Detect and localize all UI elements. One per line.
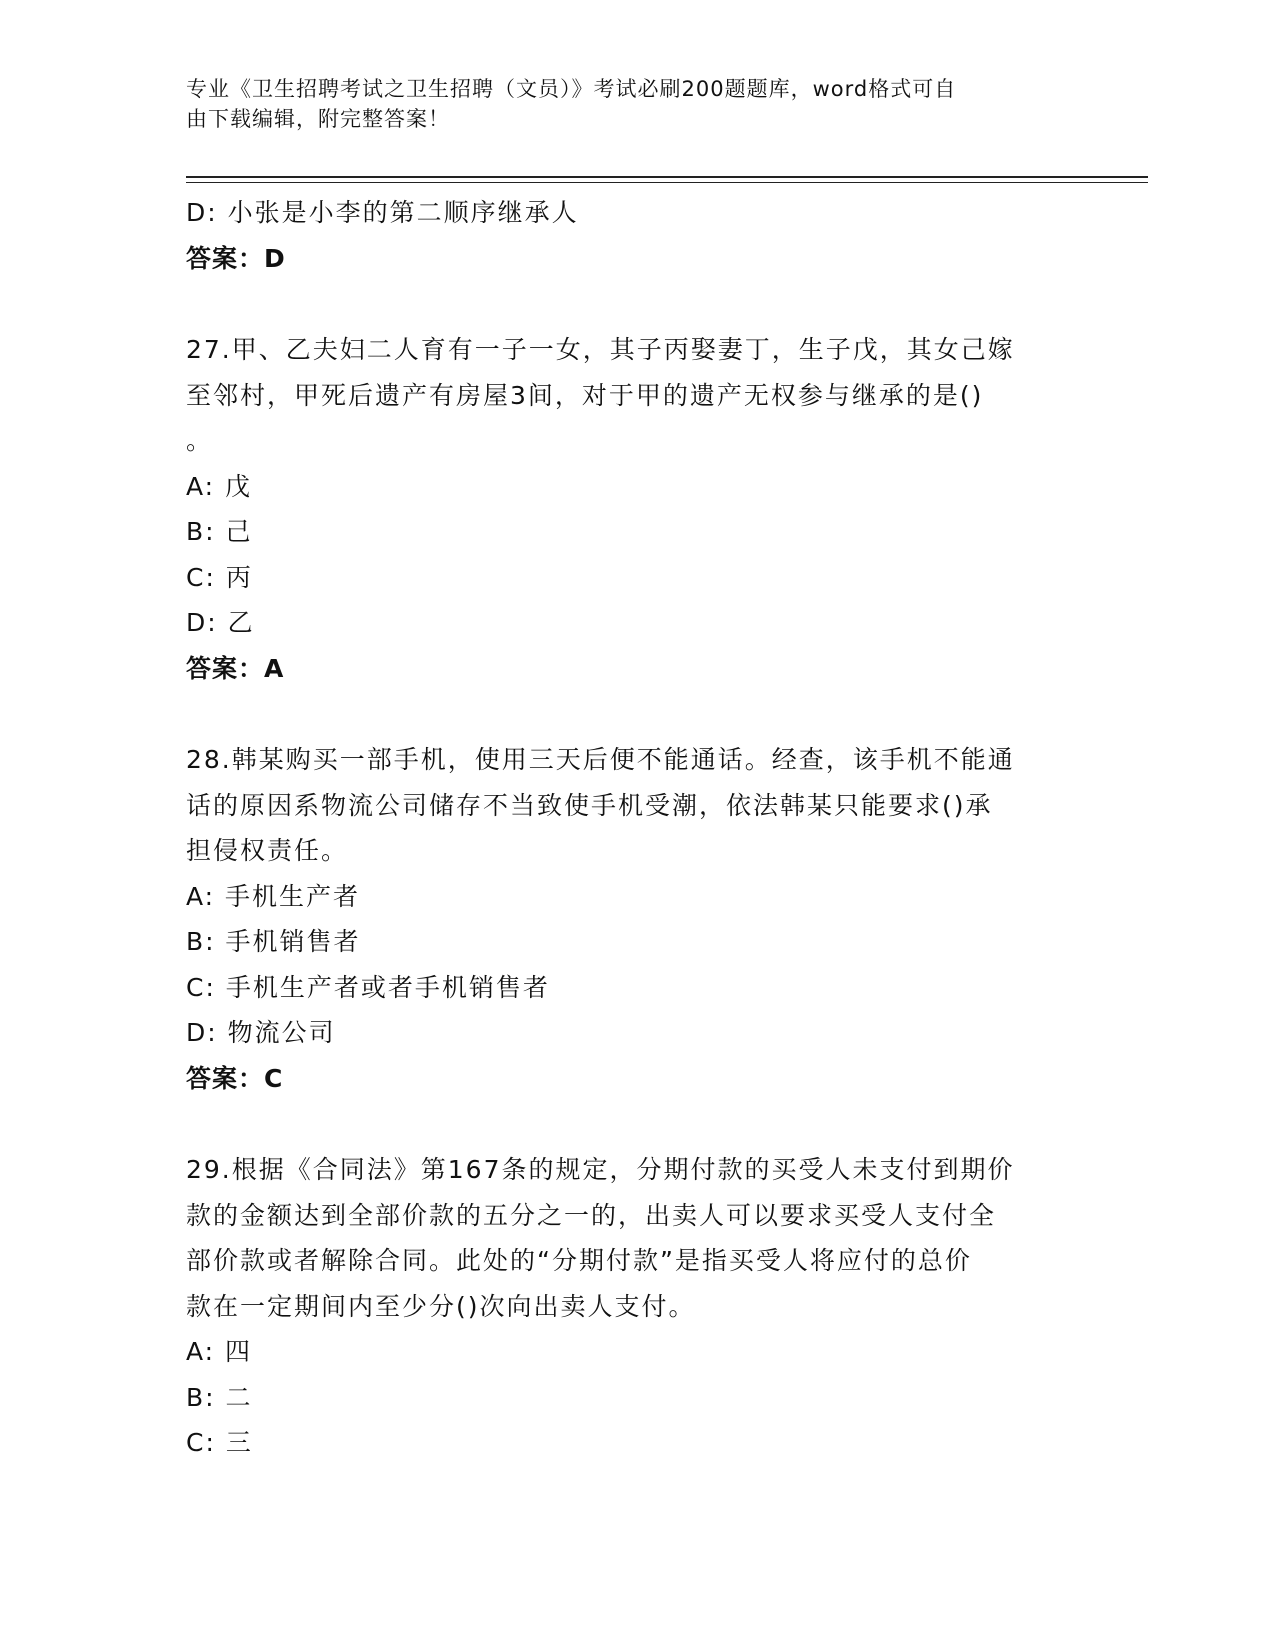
option-a: A: 戊 xyxy=(186,471,253,501)
question-list xyxy=(186,190,1066,1466)
question-29 xyxy=(186,1147,1066,1466)
option-d: D: 小张是小李的第二顺序继承人 xyxy=(186,198,579,227)
header-line-1: 专业《卫生招聘考试之卫生招聘（文员）》考试必刷200题题库，word格式可自 xyxy=(186,77,957,101)
option-b: B: 手机销售者 xyxy=(186,927,361,956)
option-b: B: 己 xyxy=(186,517,253,546)
document-header xyxy=(186,74,1066,134)
stem-line: 部价款或者解除合同。此处的“分期付款”是指买受人将应付的总价 xyxy=(186,1246,972,1275)
option-a: A: 手机生产者 xyxy=(186,881,361,911)
option-c: C: 三 xyxy=(186,1428,253,1457)
answer-line: 答案：D xyxy=(186,243,286,273)
option-d: D: 乙 xyxy=(186,608,255,637)
previous-question-tail xyxy=(186,190,1066,281)
stem-line: 款在一定期间内至少分()次向出卖人支付。 xyxy=(186,1291,696,1321)
question-27 xyxy=(186,327,1066,691)
stem-line: 28.韩某购买一部手机，使用三天后便不能通话。经查，该手机不能通 xyxy=(186,745,1015,774)
stem-line: 话的原因系物流公司储存不当致使手机受潮，依法韩某只能要求()承 xyxy=(186,790,993,820)
stem-line: 至邻村，甲死后遗产有房屋3间，对于甲的遗产无权参与继承的是() xyxy=(186,380,984,410)
answer-line: 答案：C xyxy=(186,1063,284,1093)
stem-line: 担侵权责任。 xyxy=(186,836,349,865)
option-a: A: 四 xyxy=(186,1337,253,1366)
question-stem xyxy=(186,737,1066,874)
stem-line: 。 xyxy=(186,426,214,455)
stem-line: 款的金额达到全部价款的五分之一的，出卖人可以要求买受人支付全 xyxy=(186,1200,997,1230)
option-c: C: 丙 xyxy=(186,562,253,592)
option-c: C: 手机生产者或者手机销售者 xyxy=(186,972,550,1002)
stem-line: 27.甲、乙夫妇二人育有一子一女，其子丙娶妻丁，生子戊，其女己嫁 xyxy=(186,335,1015,364)
question-stem xyxy=(186,327,1066,464)
header-line-2: 由下载编辑，附完整答案！ xyxy=(186,107,450,131)
option-d: D: 物流公司 xyxy=(186,1018,336,1047)
answer-line: 答案：A xyxy=(186,653,285,683)
question-stem xyxy=(186,1147,1066,1329)
header-divider-thick xyxy=(186,176,1148,178)
question-28 xyxy=(186,737,1066,1101)
header-divider-thin xyxy=(186,182,1148,183)
option-b: B: 二 xyxy=(186,1382,253,1412)
stem-line: 29.根据《合同法》第167条的规定，分期付款的买受人未支付到期价 xyxy=(186,1155,1015,1184)
